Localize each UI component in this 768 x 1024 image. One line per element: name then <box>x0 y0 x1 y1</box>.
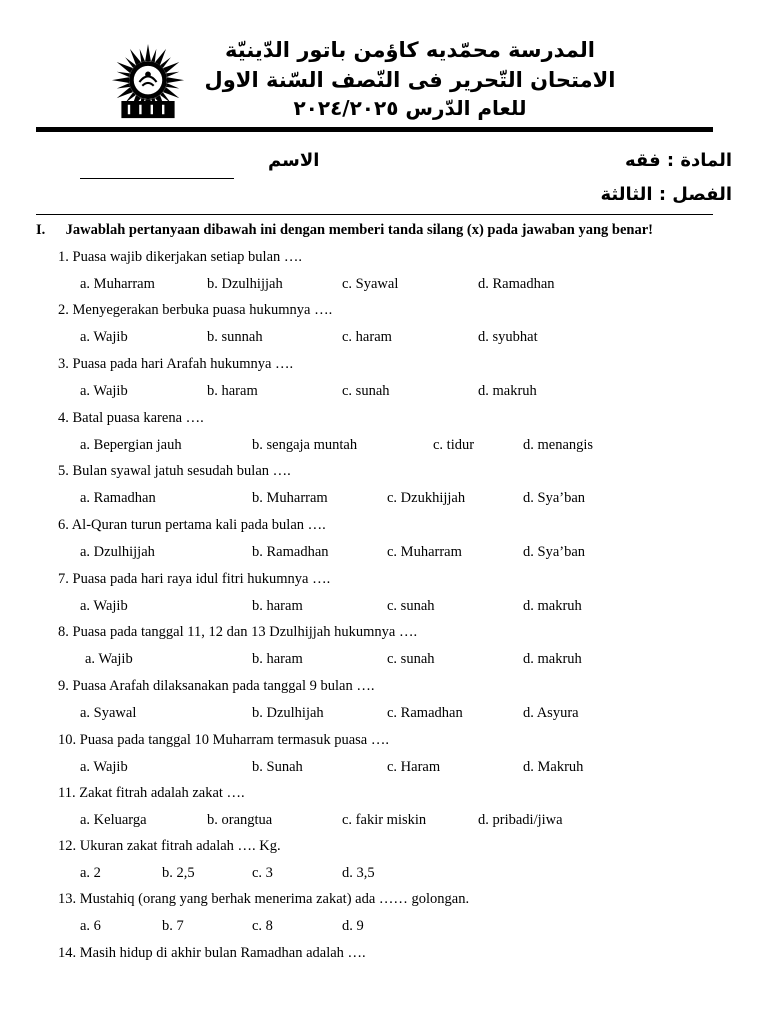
question-13 <box>58 891 469 908</box>
header-divider <box>36 127 713 132</box>
answer-option: c. Muharram <box>387 544 462 560</box>
answer-option: a. Wajib <box>80 329 128 345</box>
question-6 <box>58 517 326 534</box>
question-text: Al-Quran turun pertama kali pada bulan …. <box>71 517 326 533</box>
instruction-text: Jawablah pertanyaan dibawah ini dengan memberi tanda silang (x) pada jawaban yang benar! <box>65 222 653 238</box>
question-number: 12. <box>58 838 77 854</box>
answer-option: d. makruh <box>523 598 582 614</box>
muhammadiyah-logo-icon <box>110 42 186 122</box>
question-text: Puasa pada hari Arafah hukumnya …. <box>72 356 294 372</box>
question-number: 5. <box>58 463 69 479</box>
question-number: 3. <box>58 356 69 372</box>
question-3 <box>58 356 293 373</box>
answer-option: a. Ramadhan <box>80 490 156 506</box>
answer-option: b. Dzulhijjah <box>207 276 283 292</box>
answer-option: d. Asyura <box>523 705 579 721</box>
school-name: المدرسة محمّديه كاؤمن باتور الدّينيّة <box>225 38 595 62</box>
answer-option: d. pribadi/jiwa <box>478 812 563 828</box>
answer-option: b. 7 <box>162 918 184 934</box>
answer-option: d. makruh <box>478 383 537 399</box>
question-11 <box>58 785 245 802</box>
answer-option: d. makruh <box>523 651 582 667</box>
answer-option: c. 8 <box>252 918 273 934</box>
question-text: Zakat fitrah adalah zakat …. <box>79 785 245 801</box>
answer-option: c. tidur <box>433 437 475 453</box>
question-4 <box>58 410 204 427</box>
answer-option: d. syubhat <box>478 329 538 345</box>
answer-option: a. Wajib <box>85 651 133 667</box>
answer-option: a. Wajib <box>80 759 128 775</box>
question-number: 2. <box>58 302 69 318</box>
question-2 <box>58 302 332 319</box>
answer-option: a. Muharram <box>80 276 155 292</box>
instruction-number: I. <box>36 222 46 238</box>
answer-option: d. Sya’ban <box>523 490 586 506</box>
question-number: 7. <box>58 571 69 587</box>
subject-label: المادة : فقه <box>624 150 732 171</box>
answer-option: a. Wajib <box>80 598 128 614</box>
question-text: Puasa wajib dikerjakan setiap bulan …. <box>72 249 303 265</box>
name-blank-line <box>80 178 234 179</box>
question-text: Puasa pada hari raya idul fitri hukumnya …. <box>72 571 331 587</box>
answer-option: d. 3,5 <box>342 865 375 881</box>
question-text: Mustahiq (orang yang berhak menerima zakat) ada …… golongan. <box>79 891 470 907</box>
question-text: Batal puasa karena …. <box>72 410 204 426</box>
question-text: Puasa pada tanggal 10 Muharram termasuk puasa …. <box>79 732 389 748</box>
answer-option: a. Bepergian jauh <box>80 437 182 453</box>
answer-option: c. Dzukhijjah <box>387 490 466 506</box>
answer-option: b. sengaja muntah <box>252 437 358 453</box>
answer-option: b. haram <box>252 598 303 614</box>
answer-option: a. 2 <box>80 865 101 881</box>
question-14 <box>58 945 366 962</box>
answer-option: c. haram <box>342 329 392 345</box>
answer-option: c. sunah <box>387 651 435 667</box>
question-8 <box>58 624 417 641</box>
question-10 <box>58 732 389 749</box>
question-1 <box>58 249 302 266</box>
answer-option: b. 2,5 <box>162 865 195 881</box>
answer-option: a. Keluarga <box>80 812 147 828</box>
question-number: 1. <box>58 249 69 265</box>
question-12 <box>58 838 281 855</box>
question-number: 11. <box>58 785 76 801</box>
answer-option: c. Ramadhan <box>387 705 463 721</box>
question-number: 14. <box>58 945 77 961</box>
answer-option: a. Syawal <box>80 705 137 721</box>
question-number: 10. <box>58 732 77 748</box>
answer-option: d. 9 <box>342 918 364 934</box>
question-number: 4. <box>58 410 69 426</box>
answer-option: b. haram <box>207 383 258 399</box>
exam-title: الامتحان التّحرير فى النّصف السّنة الاول <box>204 68 616 92</box>
answer-option: c. fakir miskin <box>342 812 427 828</box>
question-text: Masih hidup di akhir bulan Ramadhan adalah …. <box>79 945 366 961</box>
question-7 <box>58 571 330 588</box>
answer-option: c. sunah <box>342 383 390 399</box>
answer-option: b. orangtua <box>207 812 273 828</box>
question-number: 9. <box>58 678 69 694</box>
info-divider <box>36 214 713 215</box>
question-text: Puasa pada tanggal 11, 12 dan 13 Dzulhijjah hukumnya …. <box>72 624 418 640</box>
name-label: الاسم <box>268 150 320 171</box>
question-number: 13. <box>58 891 77 907</box>
answer-option: d. menangis <box>523 437 594 453</box>
answer-option: b. haram <box>252 651 303 667</box>
question-9 <box>58 678 375 695</box>
question-text: Menyegerakan berbuka puasa hukumnya …. <box>72 302 333 318</box>
answer-option: c. Haram <box>387 759 441 775</box>
question-number: 6. <box>58 517 69 533</box>
school-year: للعام الدّرس ٢٠٢٤/٢٠٢٥ <box>293 96 527 120</box>
answer-option: c. Syawal <box>342 276 399 292</box>
question-text: Ukuran zakat fitrah adalah …. Kg. <box>79 838 281 854</box>
answer-option: a. Wajib <box>80 383 128 399</box>
answer-option: c. sunah <box>387 598 435 614</box>
answer-option: b. Muharram <box>252 490 328 506</box>
question-number: 8. <box>58 624 69 640</box>
answer-option: d. Ramadhan <box>478 276 555 292</box>
answer-option: b. Dzulhijah <box>252 705 324 721</box>
question-text: Bulan syawal jatuh sesudah bulan …. <box>72 463 291 479</box>
answer-option: d. Sya’ban <box>523 544 586 560</box>
answer-option: d. Makruh <box>523 759 584 775</box>
answer-option: a. Dzulhijjah <box>80 544 155 560</box>
answer-option: c. 3 <box>252 865 273 881</box>
class-label: الفصل : الثالثة <box>600 184 732 205</box>
answer-option: b. sunnah <box>207 329 263 345</box>
instruction <box>36 222 653 239</box>
answer-option: a. 6 <box>80 918 101 934</box>
exam-header <box>0 30 768 130</box>
answer-option: b. Ramadhan <box>252 544 329 560</box>
question-5 <box>58 463 291 480</box>
question-text: Puasa Arafah dilaksanakan pada tanggal 9 bulan …. <box>72 678 375 694</box>
answer-option: b. Sunah <box>252 759 303 775</box>
